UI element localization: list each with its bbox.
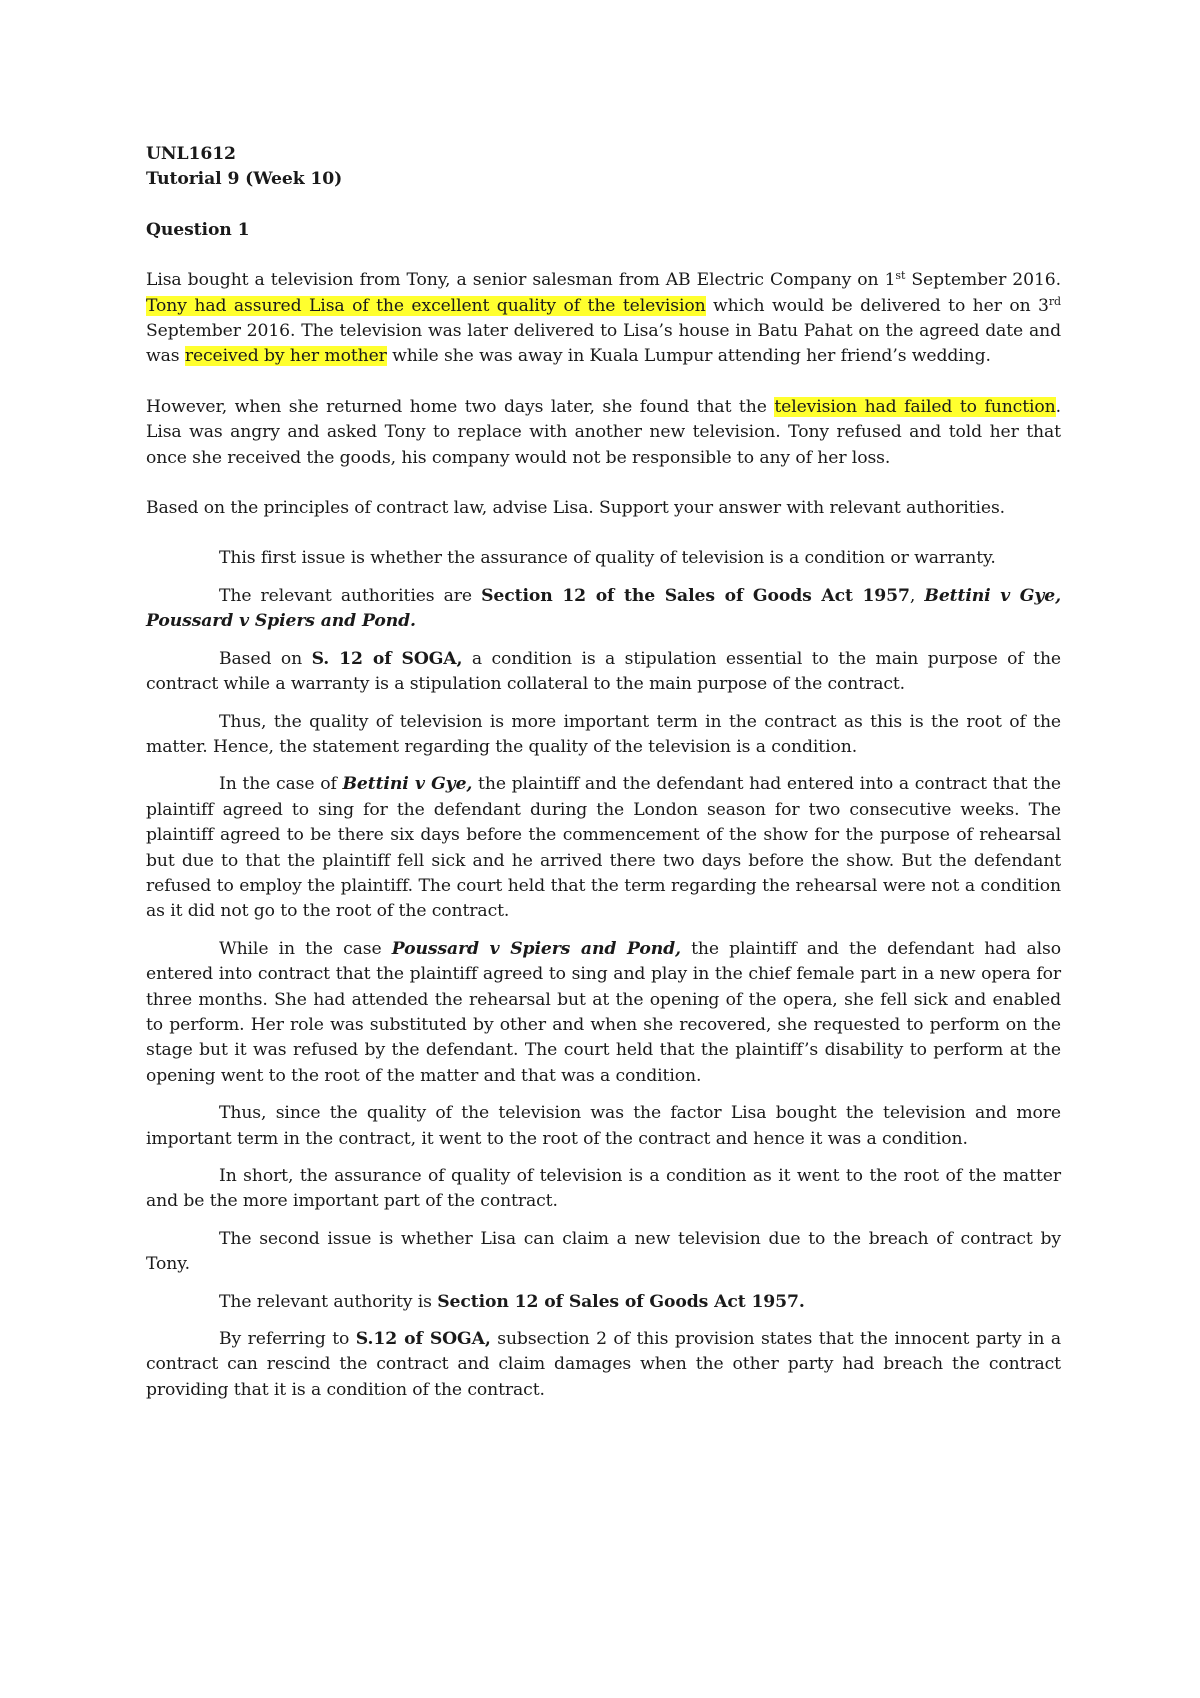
answer-rule-2: By referring to S.12 of SOGA, subsection 2 of this provision states that the innocent party in a contract can rescind the contract and claim damages when the other party had breach the contract providing that it is a condition of the contract. bbox=[146, 1329, 1061, 1400]
answer-case-poussard: While in the case Poussard v Spiers and Pond, the plaintiff and the defendant had also entered into contract that the plaintiff agreed to sing and play in the chief female part in a new opera for three months. She had attended the rehearsal but at the opening of the opera, she fell sick and enabled to perform. Her role was substituted by other and when she recovered, she requested to perform on the stage but it was refused by the defendant. The court held that the plaintiff’s disability to perform at the opening went to the root of the matter and that was a condition. bbox=[146, 938, 1061, 1086]
answer-issue-2: The second issue is whether Lisa can claim a new television due to the breach of contract by Tony. bbox=[146, 1228, 1061, 1275]
question-paragraph-2: However, when she returned home two days later, she found that the television had failed to function. Lisa was angry and asked Tony to replace with another new television. Tony refused and told her that once she received the goods, his company would not be responsible to any of her loss. bbox=[146, 396, 1061, 468]
answer-application-1: Thus, the quality of television is more important term in the contract as this is the root of the matter. Hence, the statement regarding the quality of the television is a condition. bbox=[146, 711, 1061, 757]
answer-case-bettini: In the case of Bettini v Gye, the plaintiff and the defendant had entered into a contract that the plaintiff agreed to sing for the defendant during the London season for two consecutive weeks. The plaintiff agreed to be there six days before the commencement of the show for the purpose of rehearsal but due to that the plaintiff fell sick and he arrived there two days before the show. But the defendant refused to employ the plaintiff. The court held that the term regarding the rehearsal were not a condition as it did not go to the root of the contract. bbox=[146, 774, 1061, 922]
answer-rule-1: Based on S. 12 of SOGA, a condition is a stipulation essential to the main purpose of the contract while a warranty is a stipulation collateral to the main purpose of the contract. bbox=[146, 648, 1061, 695]
answer-conclusion-1: In short, the assurance of quality of television is a condition as it went to the root of the matter and be the more important part of the contract. bbox=[146, 1166, 1061, 1212]
tutorial-title: Tutorial 9 (Week 10) bbox=[146, 169, 343, 190]
highlight-failed: television had failed to function bbox=[774, 396, 1056, 417]
course-code: UNL1612 bbox=[146, 144, 236, 164]
answer-authorities-1: The relevant authorities are Section 12 of the Sales of Goods Act 1957, Bettini v Gye, Poussard v Spiers and Pond. bbox=[146, 585, 1061, 632]
question-paragraph-1: Lisa bought a television from Tony, a senior salesman from AB Electric Company on 1st September 2016. Tony had assured Lisa of the excellent quality of the television which would be delivered to her on 3rd September 2016. The television was later delivered to Lisa’s house in Batu Pahat on the agreed date and was received by her mother while she was away in Kuala Lumpur attending her friend’s wedding. bbox=[146, 269, 1061, 367]
highlight-received: received by her mother bbox=[184, 346, 387, 367]
answer-application-2: Thus, since the quality of the television was the factor Lisa bought the television and more important term in the contract, it went to the root of the contract and hence it was a condition. bbox=[146, 1103, 1061, 1149]
answer-issue-1: This first issue is whether the assurance of quality of television is a condition or warranty. bbox=[219, 548, 996, 569]
highlight-assurance: Tony had assured Lisa of the excellent quality of the television bbox=[146, 295, 706, 316]
answer-authorities-2: The relevant authority is Section 12 of Sales of Goods Act 1957. bbox=[219, 1291, 805, 1312]
question-instruction: Based on the principles of contract law, advise Lisa. Support your answer with relevant authorities. bbox=[146, 498, 1006, 519]
document-page bbox=[146, 142, 1061, 1403]
question-heading: Question 1 bbox=[146, 219, 250, 240]
